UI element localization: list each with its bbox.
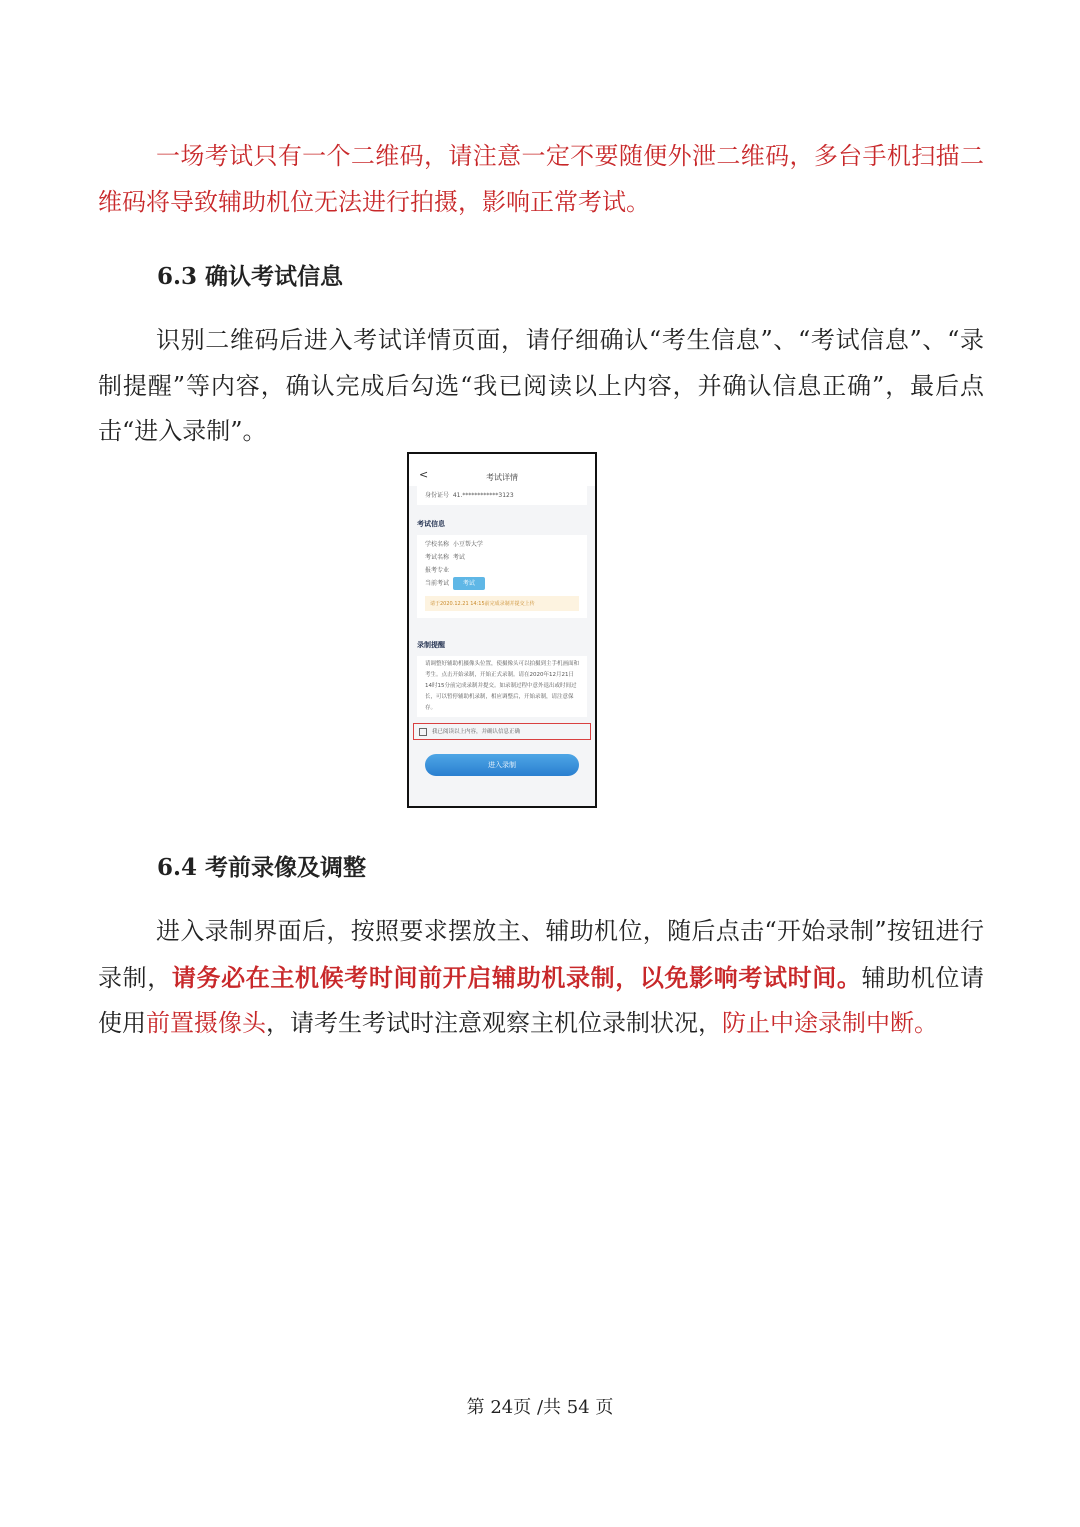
confirm-paragraph: 识别二维码后进入考试详情页面，请仔细确认“考生信息”、“考试信息”、“录制提醒”等内容，确认完成后勾选“我已阅读以上内容，并确认信息正确”，最后点击“进入录制”。: [98, 326, 984, 445]
exam-value: 考试: [452, 554, 465, 561]
major-label: 报考专业: [425, 567, 450, 574]
exam-info-card: [417, 535, 587, 618]
text-emphasis: 请务必在主机候考时间前开启辅助机录制，以免影响考试时间。: [171, 962, 862, 992]
section-heading-6-3: 6.3 确认考试信息: [157, 263, 344, 290]
candidate-card: [417, 486, 587, 505]
exam-label: 考试名称: [425, 554, 450, 561]
checkbox-icon[interactable]: [419, 728, 427, 736]
recording-paragraph: [98, 909, 984, 1047]
confirm-checkbox[interactable]: [413, 723, 591, 740]
remind-text: 请调整好辅助机摄像头位置，使摄像头可以拍摄到主手机画面和考生。点击开始录制，开始正式录制。请在2020年12月21日14时15分前完成录制并提交。如录制过程中意外退出或时间过长，可以暂停辅助机录制，相应调整后，开始录制，请注意保存。: [417, 656, 587, 717]
current-label: 当前考试: [425, 580, 450, 587]
school-value: 小豆帮大学: [452, 541, 483, 548]
text-normal: 辅助机位请使用: [98, 963, 985, 1037]
page-number: 第 24页 /共 54 页: [466, 1397, 614, 1418]
phone-title: 考试详情: [486, 473, 518, 482]
current-tag: 考试: [453, 577, 485, 590]
text-red: 前置摄像头: [146, 1009, 266, 1037]
text-normal: ，请考生考试时注意观察主机位录制状况，: [266, 1009, 722, 1037]
phone-header: [409, 454, 595, 486]
remind-title: 录制提醒: [417, 641, 445, 649]
exam-info-title: 考试信息: [417, 520, 445, 528]
id-label: 身份证号: [425, 492, 450, 499]
text-normal: 进入录制界面后，按照要求摆放主、辅助机位，随后点击“开始录制”按钮进行录制，: [98, 917, 984, 992]
enter-recording-button[interactable]: 进入录制: [425, 754, 579, 776]
school-label: 学校名称: [425, 541, 450, 548]
warning-paragraph: 一场考试只有一个二维码，请注意一定不要随便外泄二维码，多台手机扫描二维码将导致辅助机位无法进行拍摄，影响正常考试。: [98, 142, 984, 216]
deadline-warning: 请于2020.12.21 14:15前完成录制并提交上传: [425, 596, 579, 611]
back-icon: <: [419, 468, 429, 481]
phone-screenshot: [407, 452, 597, 808]
text-red: 防止中途录制中断。: [722, 1009, 938, 1037]
section-heading-6-4: 6.4 考前录像及调整: [157, 854, 367, 881]
id-value: 41.************3123: [452, 492, 514, 499]
checkbox-label: 我已阅读以上内容，并确认信息正确: [432, 729, 521, 735]
